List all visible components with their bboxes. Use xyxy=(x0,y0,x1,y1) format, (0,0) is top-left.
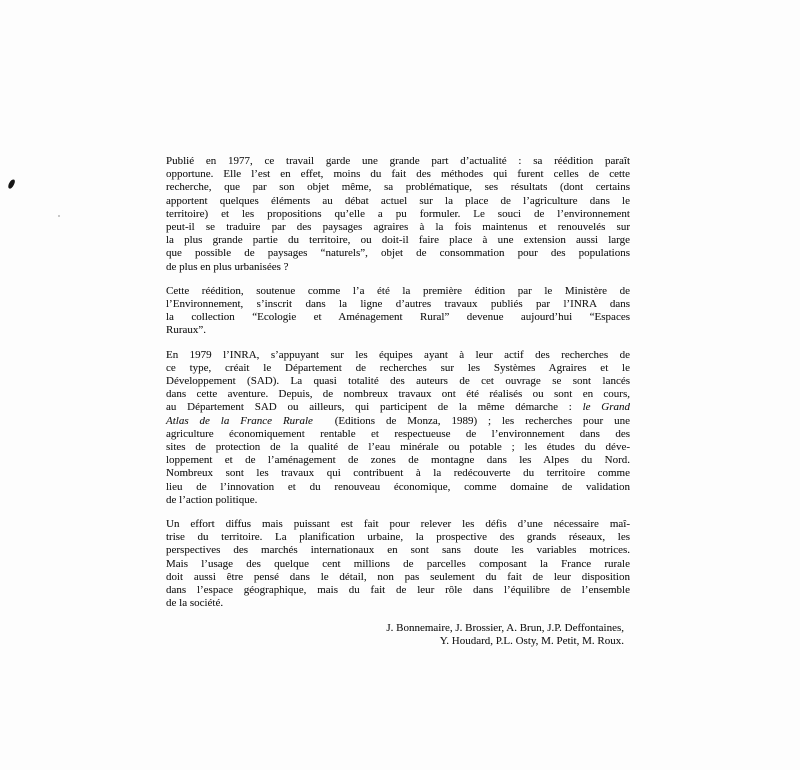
text-line xyxy=(166,415,630,428)
text-segment: opportune. Elle l’est en effet, moins du fait des méthodes qui furent celles de cette xyxy=(166,168,630,181)
text-segment: le Grand xyxy=(582,401,630,414)
text-segment: ce type, créait le Département de recherches sur les Systèmes Agraires et le xyxy=(166,361,630,374)
text-line xyxy=(166,195,630,208)
text-line xyxy=(166,531,630,544)
text-line xyxy=(166,454,630,467)
text-line xyxy=(166,388,630,401)
text-line xyxy=(166,261,630,274)
text-line xyxy=(166,155,630,168)
text-line xyxy=(166,285,630,298)
paragraph-1 xyxy=(166,155,630,274)
text-line xyxy=(166,441,630,454)
text-segment: dans cette aventure. Depuis, de nombreux travaux ont été réalisés ou sont en cours, xyxy=(166,388,630,401)
text-segment: que possible de paysages “naturels”, objet de consommation pour des populations xyxy=(166,247,630,260)
text-segment: trise du territoire. La planification urbaine, la prospective des grands réseaux, les xyxy=(166,531,630,544)
text-line xyxy=(166,544,630,557)
text-segment: Cette réédition, soutenue comme l’a été la première édition par le Ministère de xyxy=(166,284,630,297)
text-segment: lieu de l’innovation et du renouveau économique, comme domaine de validation xyxy=(166,480,630,493)
text-line xyxy=(166,362,630,375)
text-line xyxy=(166,375,630,388)
text-segment: dans l’espace géographique, mais du fait de leur rôle dans l’équilibre de l’ensemble xyxy=(166,584,630,597)
text-segment: agriculture économiquement rentable et respectueuse de l’environnement dans des xyxy=(166,427,630,440)
text-segment: la collection “Ecologie et Aménagement Rural” devenue aujourd’hui “Espaces xyxy=(166,311,630,324)
paragraph-4 xyxy=(166,518,630,610)
text-segment: recherche, que par son objet même, sa problématique, ses résultats (dont certains xyxy=(166,181,630,194)
text-segment: Mais l’usage des quelque cent millions de parcelles composant la France rurale xyxy=(166,557,630,570)
text-segment: J. Bonnemaire, J. Brossier, A. Brun, J.P. Deffontaines, xyxy=(386,621,624,634)
text-line xyxy=(166,311,630,324)
paragraph-3 xyxy=(166,349,630,507)
text-line xyxy=(166,298,630,311)
text-segment: loppement et de l’aménagement de zones de montagne dans les Alpes du Nord. xyxy=(166,454,630,467)
text-line xyxy=(166,467,630,480)
text-segment: Un effort diffus mais puissant est fait pour relever les défis d’une nécessaire maî- xyxy=(166,518,630,531)
text-line xyxy=(166,401,630,414)
document-text xyxy=(166,155,630,648)
text-segment: au Département SAD ou ailleurs, qui participent de la même démarche : xyxy=(166,401,583,414)
text-segment: apportent quelques éléments au débat actuel sur la place de l’agriculture dans le xyxy=(166,194,630,207)
signature xyxy=(166,622,630,648)
text-line xyxy=(166,324,630,337)
text-line xyxy=(166,635,624,648)
text-segment: (Editions de Monza, 1989) ; les recherches pour une xyxy=(312,414,630,427)
text-segment: l’Environnement, s’inscrit dans la ligne d’autres travaux publiés par l’INRA dans xyxy=(166,298,630,311)
text-segment: Ruraux”. xyxy=(166,324,207,337)
text-line xyxy=(166,349,630,362)
text-segment: peut-il se traduire par des paysages agraires à la fois maintenus et renouvelés sur xyxy=(166,221,630,234)
text-line xyxy=(166,494,630,507)
text-line xyxy=(166,584,630,597)
text-line xyxy=(166,597,630,610)
ink-speck-artifact xyxy=(7,178,16,189)
text-segment: de l’action politique. xyxy=(166,493,258,506)
text-line xyxy=(166,428,630,441)
text-segment: de plus en plus urbanisées ? xyxy=(166,260,289,273)
text-segment: territoire) et les propositions qu’elle a pu formuler. Le souci de l’environnement xyxy=(166,207,630,220)
text-segment: doit aussi être pensé dans le détail, non pas seulement du fait de leur disposition xyxy=(166,570,630,583)
text-segment: sites de protection de la qualité de l’eau minérale ou potable ; les études du déve- xyxy=(166,441,630,454)
scan-dot-artifact xyxy=(58,215,60,217)
text-line xyxy=(166,571,630,584)
text-segment: Publié en 1977, ce travail garde une grande part d’actualité : sa réédition paraît xyxy=(166,155,630,167)
text-segment: Atlas de la France Rurale xyxy=(166,414,313,427)
text-segment: perspectives des marchés internationaux en sont sans doute les variables motrices. xyxy=(166,544,630,557)
text-line xyxy=(166,481,630,494)
text-line xyxy=(166,247,630,260)
text-segment: Y. Houdard, P.L. Osty, M. Petit, M. Roux. xyxy=(439,634,624,647)
text-segment: la plus grande partie du territoire, ou doit-il faire place à une extension aussi large xyxy=(166,234,630,247)
text-line xyxy=(166,221,630,234)
text-line xyxy=(166,168,630,181)
text-segment: de la société. xyxy=(166,597,224,610)
text-line xyxy=(166,181,630,194)
text-line xyxy=(166,208,630,221)
text-line xyxy=(166,234,630,247)
text-line xyxy=(166,558,630,571)
text-segment: Nombreux sont les travaux qui contribuent à la redécouverte du territoire comme xyxy=(166,467,630,480)
paragraph-2 xyxy=(166,285,630,338)
text-line xyxy=(166,518,630,531)
text-segment: En 1979 l’INRA, s’appuyant sur les équipes ayant à leur actif des recherches de xyxy=(166,348,630,361)
text-line xyxy=(166,622,624,635)
text-segment: Développement (SAD). La quasi totalité des auteurs de cet ouvrage se sont lancés xyxy=(166,375,630,388)
